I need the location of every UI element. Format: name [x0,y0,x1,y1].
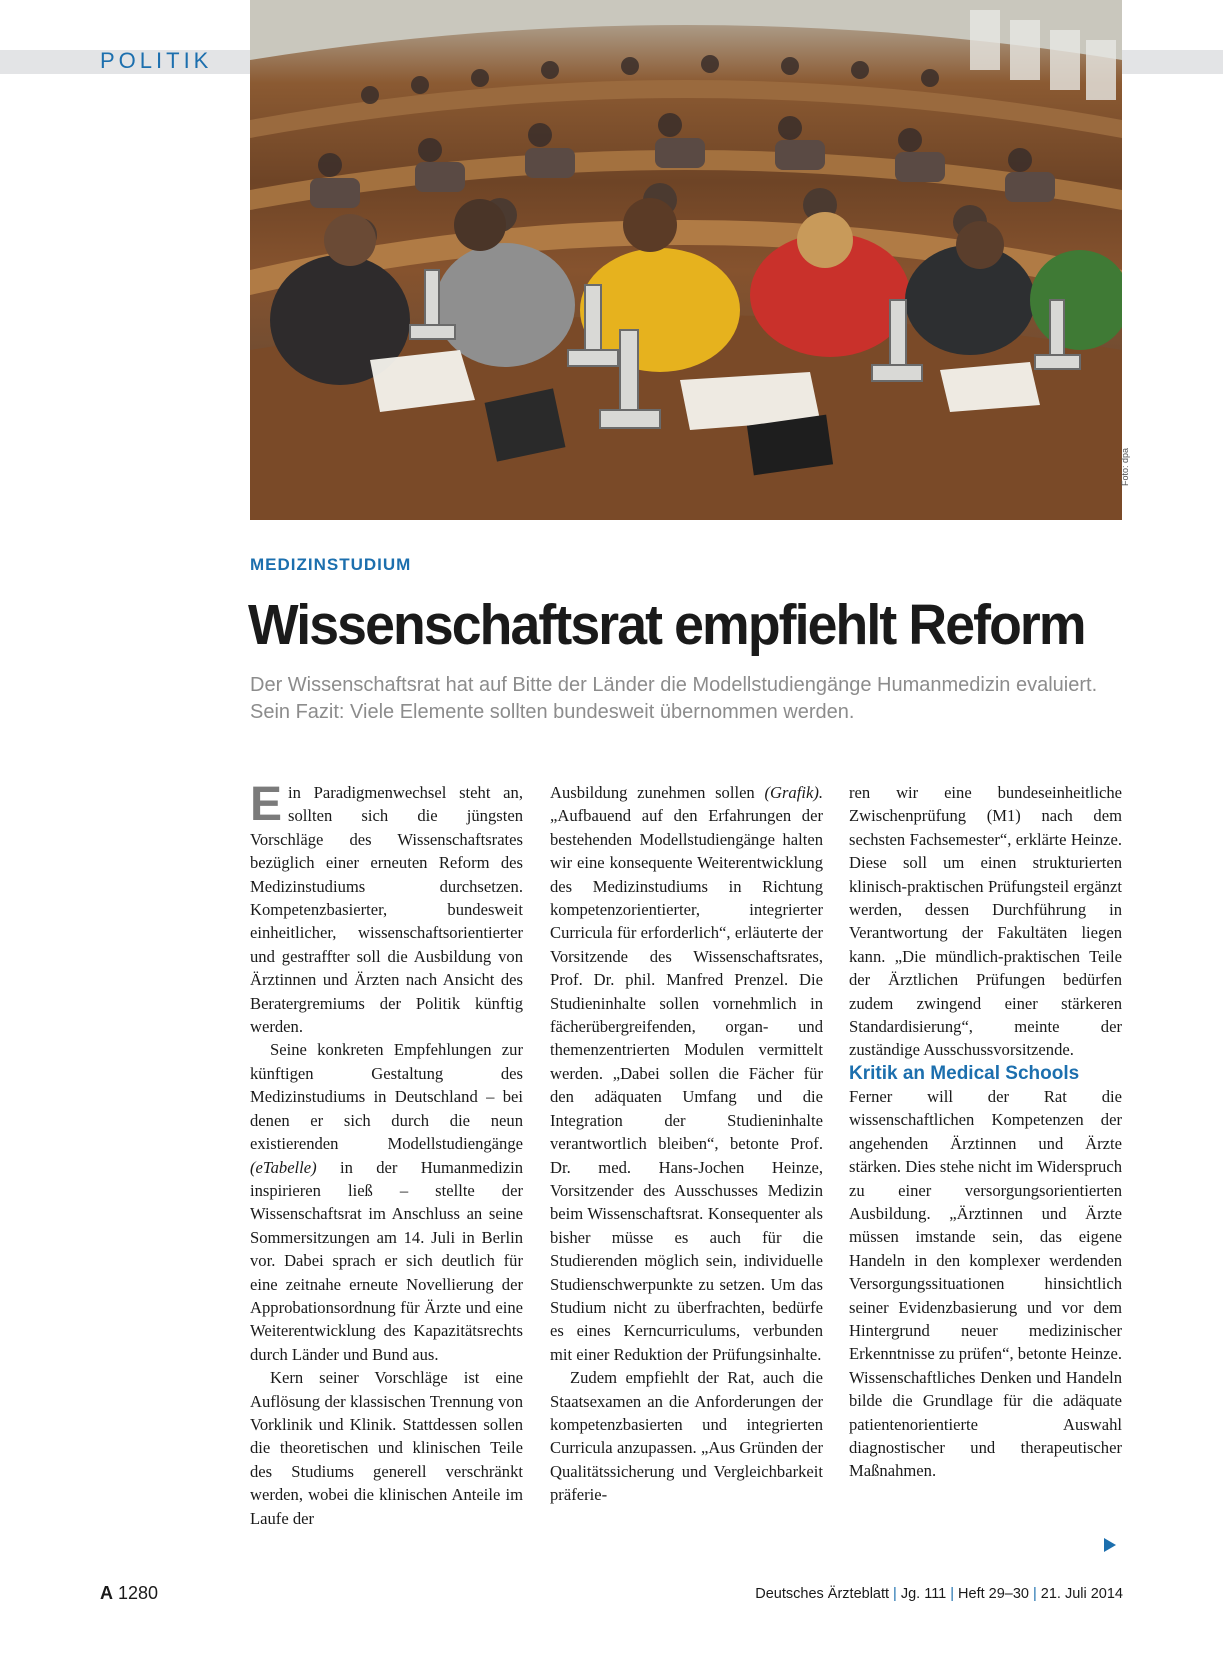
paragraph: Ferner will der Rat die wissenschaftlichen Kompetenzen der angehenden Ärztinnen und Ärzte stärken. Dies stehe nicht im Widerspruch zu einer versorgungsorientierten Ausbildung. „Ärztinnen und Ärzte müssen imstande sein, das eigene Handeln in den komplexer werdenden Versorgungssituationen hinsichtlich seiner Evidenzbasierung und vor dem Hintergrund neuer medizinischer Erkenntnisse zu prüfen“, betonte Heinze. Wissenschaftliches Denken und Handeln bilde die Grundlage für die adäquate patientenorientierte Auswahl diagnostischer und therapeutischer Maßnahmen. [849,1086,1122,1481]
article-column-1 [250,778,523,1530]
section-label: POLITIK [100,48,213,73]
article-kicker: MEDIZINSTUDIUM [250,555,412,574]
journal-issue: Heft 29–30 [958,1586,1029,1602]
etabelle-link[interactable]: (eTabelle) [250,1157,317,1177]
paragraph: Ein Paradigmenwechsel steht an, sollten sich die jüngsten Vorschläge des Wissenschaftsrates bezüglich einer erneuten Reform des Medizinstudiums durchsetzen. Kompetenzbasierter, bundesweit einheitlicher, wissenschaftsorientierter und gestraffter soll die Ausbildung von Ärztinnen und Ärzten nach Ansicht des Beratergremiums der Politik künftig werden. [250,778,523,1037]
article-subheading: Kritik an Medical Schools [849,1062,1080,1084]
article-headline: Wissenschaftsrat empfiehlt Reform [248,593,1085,657]
journal-date: 21. Juli 2014 [1040,1586,1123,1602]
page-number: A 1280 [100,1583,159,1603]
lecture-hall-photo [250,0,1122,520]
journal-volume: Jg. 111 [900,1586,947,1602]
drop-cap: E [250,778,283,831]
journal-name: Deutsches Ärzteblatt [755,1586,890,1602]
section-bar-right [1120,50,1223,74]
continue-arrow-icon [1104,1538,1116,1552]
journal-footer: Deutsches Ärzteblatt | Jg. 111 | Heft 29–30 | 21. Juli 2014 [755,1586,1123,1602]
microscope-students-illustration [250,0,1122,520]
article-column-3 [849,781,1122,1483]
paragraph: Ausbildung zunehmen sollen (Grafik). „Aufbauend auf den Erfahrungen der bestehenden Modellstudiengänge halten wir eine konsequente Weiterentwicklung des Medizinstudiums in Richtung kompetenzorientierter, integrierter Curricula für erforderlich“, erläuterte der Vorsitzende des Wissenschaftsrates, Prof. Dr. phil. Manfred Prenzel. Die Studieninhalte sollen vornehmlich in fächerübergreifenden, organ- und themenzentrierten Modulen vermittelt werden. „Dabei sollen die Fächer für den adäquaten Umfang und die Integration der Studieninhalte verantwortlich bleiben“, betonte Prof. Dr. med. Hans-Jochen Heinze, Vorsitzender des Ausschusses Medizin beim Wissenschaftsrat. Konsequenter als bisher müsse es auch für die Studierenden möglich sein, individuelle Studienschwerpunkte zu setzen. Um das Studium nicht zu überfrachten, bedürfe es eines Kerncurriculums, verbunden mit einer Reduktion der Prüfungsinhalte. [550,783,823,1364]
paragraph: Kern seiner Vorschläge ist eine Auflösung der klassischen Trennung von Vorklinik und Klinik. Stattdessen sollen die theoretischen und klinischen Teile des Studiums generell verschränkt werden, wobei die klinischen Anteile im Laufe der [250,1368,523,1528]
paragraph: ren wir eine bundeseinheitliche Zwischenprüfung (M1) nach dem sechsten Fachsemester“, erklärte Heinze. Diese soll um einen strukturierten klinisch-praktischen Prüfungsteil ergänzt werden, dessen Durchführung in Verantwortung der Fakultäten liegen kann. „Die mündlich-praktischen Teile der Ärztlichen Prüfungen bedürfen zudem zwingend einer stärkeren Standardisierung“, meinte der zuständige Ausschussvorsitzende. [849,783,1122,1060]
photo-credit: Foto: dpa [1120,447,1130,486]
paragraph: Zudem empfiehlt der Rat, auch die Staatsexamen an die Anforderungen der kompetenzbasierten und integrierten Curricula anzupassen. „Aus Gründen der Qualitätssicherung und Vergleichbarkeit präferie- [550,1368,823,1505]
article-lead: Der Wissenschaftsrat hat auf Bitte der Länder die Modellstudiengänge Humanmedizin evaluiert. Sein Fazit: Viele Elemente sollten bundesweit übernommen werden. [250,674,1098,723]
grafik-link[interactable]: (Grafik). [764,783,823,802]
paragraph: Seine konkreten Empfehlungen zur künftigen Gestaltung des Medizinstudiums in Deutschland – bei denen er sich durch die neun existierenden Modellstudiengänge (eTabelle) in der Humanmedizin inspirieren ließ – stellte der Wissenschaftsrat im Anschluss an seine Sommersitzungen am 14. Juli in Berlin vor. Dabei sprach er sich deutlich für eine zeitnahe erneute Novellierung der Approbationsordnung für Ärzte und eine Weiterentwicklung des Kapazitätsrechts durch Länder und Bund aus. [250,1040,523,1364]
article-column-2 [550,781,823,1507]
